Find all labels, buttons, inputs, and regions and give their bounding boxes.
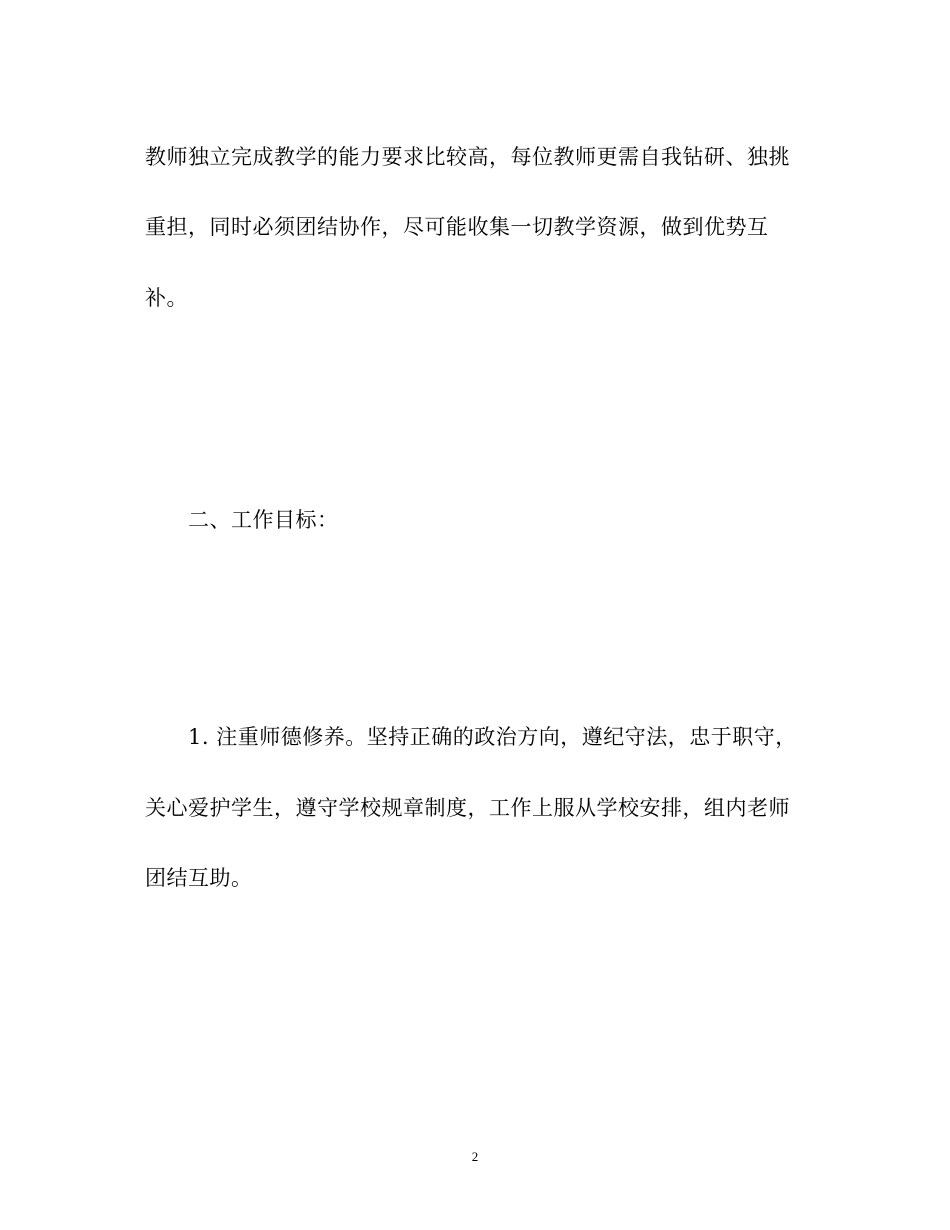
paragraph-line: 重担，同时必须团结协作，尽可能收集一切教学资源，做到优势互	[145, 215, 769, 239]
page-number: 2	[471, 1149, 479, 1164]
paragraph-line: 关心爱护学生，遵守学校规章制度，工作上服从学校安排，组内老师	[145, 796, 790, 820]
paragraph-line: 补。	[145, 286, 188, 310]
paragraph-line: 教师独立完成教学的能力要求比较高，每位教师更需自我钻研、独挑	[145, 145, 790, 169]
paragraph-line: 1. 注重师德修养。坚持正确的政治方向，遵纪守法，忠于职守，	[188, 725, 797, 749]
paragraph-line: 团结互助。	[145, 866, 253, 890]
section-heading: 二、工作目标：	[188, 508, 339, 532]
